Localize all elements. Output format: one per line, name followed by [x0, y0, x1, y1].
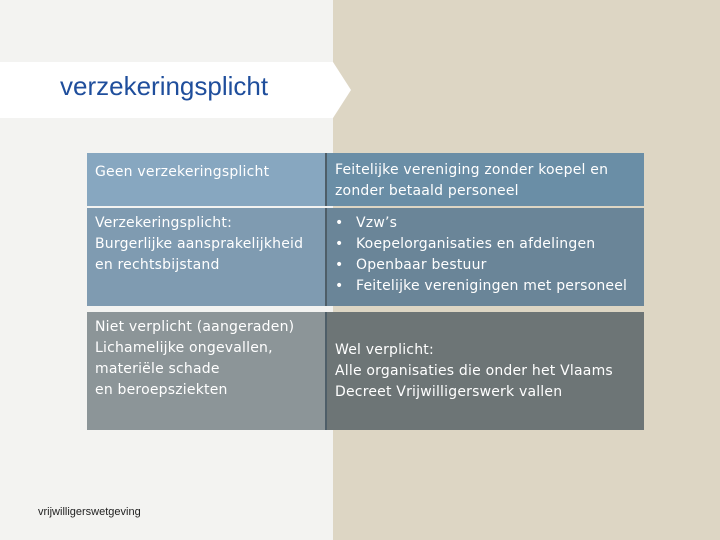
list-item: • Koepelorganisaties en afdelingen: [335, 234, 636, 255]
table-cell-row3-left: [87, 312, 325, 430]
title-banner-arrow: [333, 62, 351, 118]
cell-text: zonder betaald personeel: [335, 183, 519, 199]
slide-title: verzekeringsplicht: [60, 71, 269, 101]
cell-text: Alle organisaties die onder het Vlaams: [335, 363, 613, 379]
bullet-list: [335, 213, 636, 297]
cell-text: Feitelijke vereniging zonder koepel en: [335, 162, 609, 178]
list-item: • Vzw’s: [335, 213, 636, 234]
column-divider: [325, 312, 327, 430]
table-cell-row2-left: [87, 208, 325, 306]
cell-text: Geen verzekeringsplicht: [95, 164, 270, 180]
cell-text: Lichamelijke ongevallen,: [95, 340, 273, 356]
table-cell-row3-right: [327, 312, 644, 430]
cell-text: en rechtsbijstand: [95, 257, 220, 273]
footer-text: vrijwilligerswetgeving: [38, 506, 141, 518]
list-item: • Openbaar bestuur: [335, 255, 636, 276]
cell-text: Niet verplicht (aangeraden): [95, 319, 295, 335]
table-cell-row1-left: [87, 153, 325, 206]
cell-text: Burgerlijke aansprakelijkheid: [95, 236, 304, 252]
table-cell-row1-right: [327, 153, 644, 206]
table-cell-row2-right: [327, 208, 644, 306]
cell-text: Wel verplicht:: [335, 342, 434, 358]
cell-text: en beroepsziekten: [95, 382, 228, 398]
column-divider: [325, 153, 327, 206]
cell-text: materiële schade: [95, 361, 220, 377]
column-divider: [325, 208, 327, 306]
cell-text: Verzekeringsplicht:: [95, 215, 232, 231]
cell-text: Decreet Vrijwilligerswerk vallen: [335, 384, 563, 400]
list-item: • Feitelijke verenigingen met personeel: [335, 276, 636, 297]
